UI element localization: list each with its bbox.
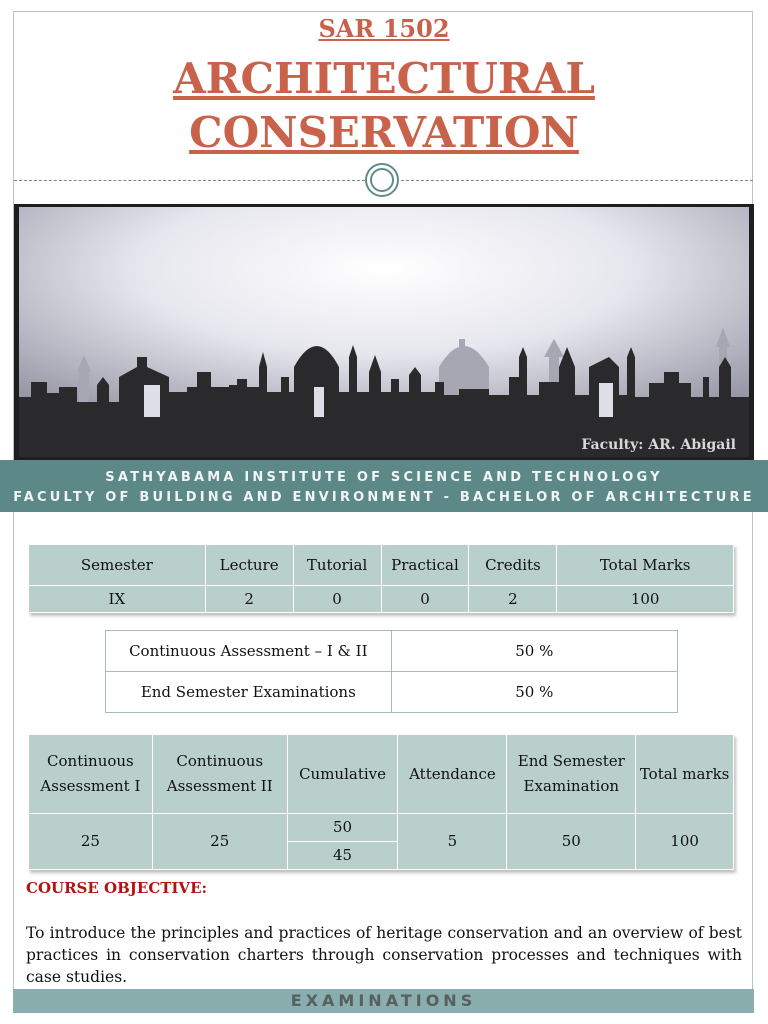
header-ca2: Continuous Assessment II <box>152 735 287 814</box>
header-end-sem: End Semester Examination <box>507 735 636 814</box>
cell-ca1: 25 <box>29 814 153 870</box>
cell-semester: IX <box>29 586 206 613</box>
faculty-name: Faculty: AR. Abigail <box>581 437 736 453</box>
header-total-marks: Total Marks <box>557 545 734 586</box>
cell-attendance: 5 <box>398 814 507 870</box>
weight-label-end-sem: End Semester Examinations <box>106 672 392 713</box>
weight-value-ca: 50 % <box>391 631 677 672</box>
course-objective-heading: COURSE OBJECTIVE: <box>26 879 208 897</box>
header-tutorial: Tutorial <box>293 545 381 586</box>
faculty-program: FACULTY OF BUILDING AND ENVIRONMENT - BACHELOR OF ARCHITECTURE <box>13 490 755 505</box>
assessment-weight-table <box>105 630 678 713</box>
header-semester: Semester <box>29 545 206 586</box>
cell-total-marks: 100 <box>557 586 734 613</box>
course-code: SAR 1502 <box>318 14 450 43</box>
weight-value-end-sem: 50 % <box>391 672 677 713</box>
divider-ornament-icon <box>365 163 399 197</box>
header-practical: Practical <box>381 545 469 586</box>
cell-total: 100 <box>636 814 734 870</box>
city-skyline-silhouette-icon <box>19 207 749 457</box>
cell-lecture: 2 <box>205 586 293 613</box>
marks-distribution-table <box>28 734 734 870</box>
cell-ca2: 25 <box>152 814 287 870</box>
header-cumulative: Cumulative <box>287 735 398 814</box>
course-details-table <box>28 544 734 613</box>
cell-end-sem: 50 <box>507 814 636 870</box>
divider-right <box>401 180 753 181</box>
institution-bar <box>0 460 768 512</box>
header-attendance: Attendance <box>398 735 507 814</box>
course-objective-text: To introduce the principles and practices of heritage conservation and an overview of best practices in conservation charters through conservation processes and techniques with case studies. <box>26 924 742 986</box>
cell-practical: 0 <box>381 586 469 613</box>
cell-tutorial: 0 <box>293 586 381 613</box>
institution-name: SATHYABAMA INSTITUTE OF SCIENCE AND TECHNOLOGY <box>105 470 663 485</box>
header-total: Total marks <box>636 735 734 814</box>
course-title-line2: CONSERVATION <box>189 108 579 157</box>
header-credits: Credits <box>469 545 557 586</box>
banner <box>14 204 754 460</box>
weight-label-ca: Continuous Assessment – I & II <box>106 631 392 672</box>
cell-cumulative-top: 50 <box>287 814 398 842</box>
examinations-bar: EXAMINATIONS <box>13 989 754 1013</box>
cell-cumulative-bottom: 45 <box>287 842 398 870</box>
header-ca1: Continuous Assessment I <box>29 735 153 814</box>
header-lecture: Lecture <box>205 545 293 586</box>
divider-left <box>14 180 365 181</box>
course-title-line1: ARCHITECTURAL <box>173 54 595 103</box>
cell-credits: 2 <box>469 586 557 613</box>
course-title <box>0 52 768 160</box>
